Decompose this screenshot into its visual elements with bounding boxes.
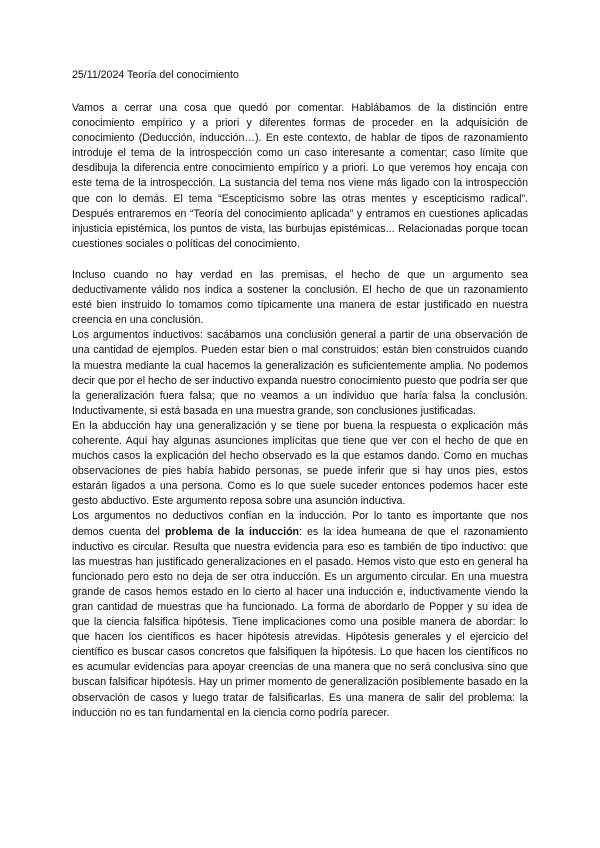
paragraph-induction: Los argumentos inductivos: sacábamos una conclusión general a partir de una observación de una cantidad de ejemplos. Pueden estar bien o mal construidos: están bien construidos cuando la muestra mediante la cual hacemos la generalización es suficientemente amplia. No podemos decir que por el hecho de ser inductivo expanda nuestro conocimiento puesto que podría ser que la generalización fuera falsa; que no veamos a un individuo que haría falsa la conclusión. Inductivamente, si está basada en una muestra grande, son conclusiones justificadas. [72,329,528,417]
paragraph-intro: Vamos a cerrar una cosa que quedó por comentar. Hablábamos de la distinción entre conocimiento empírico y a priori y diferentes formas de proceder en la adquisición de conocimiento (Deducción, inducción…). En este contexto, de hablar de tipos de razonamiento introduje el tema de la introspección como un caso interesante a comentar; caso límite que desdibuja la diferencia entre conocimiento empírico y a priori. Lo que veremos hoy encaja con este tema de la introspección. La sustancia del tema nos viene más ligado con la introspección que con lo demás. El tema “Escepticismo sobre las otras mentes y escepticismo radical”. Después entraremos en “Teoría del conocimiento aplicada” y entramos en cuestiones aplicadas injusticia epistémica, los puntos de vista, las burbujas epistémicas... Relacionadas porque tocan cuestiones sociales o políticas del conocimiento. [72,102,528,250]
paragraph-deduction: Incluso cuando no hay verdad en las premisas, el hecho de que un argumento sea deductivamente válido nos indica a sostener la conclusión. El hecho de que un razonamiento esté bien instruido lo tomamos como típicamente una manera de estar justificado en nuestra creencia en una conclusión. [72,268,528,327]
document-title: 25/11/2024 Teoría del conocimiento [72,69,239,81]
paragraph-abduction: En la abducción hay una generalización y se tiene por buena la respuesta o explicación más coherente. Aquí hay algunas asunciones implícitas que tiene que ver con el hecho de que en muchos casos la explicación del hecho observado es la que estamos dando. Como en muchas observaciones de pies había habido personas, se puede inferir que si hay unos pies, estos estarán ligados a una persona. Como es lo que suele suceder entonces podemos hacer este gesto abductivo. Este argumento reposa sobre una asunción inductiva. [72,419,528,508]
induction-problem-body: : es la idea humeana de que el razonamiento inductivo es circular. Resulta que nuestra evidencia para eso es también de tipo inductivo: que las muestras han justificado generalizaciones en el pasado. Hemos visto que esto en general ha funcionado pero esto no deja de ser otra inducción. Es un argumento circular. En una muestra grande de casos hemos estado en lo cierto al hacer una inducción e, inductivamente viendo la gran cantidad de muestras que ha funcionado. La forma de abordarlo de Popper y su idea de que la ciencia falsifica hipótesis. Tiene implicaciones como una posible manera de abordar: lo que hacen los científicos es hacer hipótesis atrevidas. Hipótesis generales y el ejercicio del científico es buscar casos concretos que falsifiquen la hipótesis. Lo que hacen los científicos no es acumular evidencias para apoyar creencias de una manera que no será conclusiva sino que buscan falsificar hipótesis. Hay un primer momento de generalización posiblemente basado en la observación de casos y luego tratar de falsificarlas. Es una manera de salir del problema: la inducción no es tan fundamental en la ciencia como podría parecer. [72,525,528,719]
paragraph-gap [72,252,528,268]
paragraph-induction-problem [72,509,528,720]
induction-problem-intro: Los argumentos no deductivos confían en la inducción. Por lo tanto es importante que nos demos cuenta del [72,510,528,538]
induction-problem-term: problema de la inducción [164,525,300,538]
